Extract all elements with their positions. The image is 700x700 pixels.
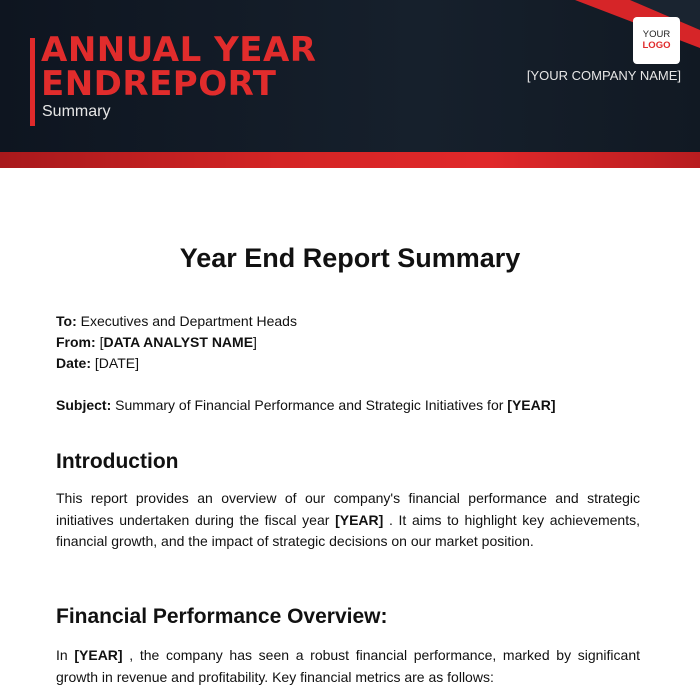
- logo-text-line2: LOGO: [642, 40, 671, 51]
- financial-text-after: , the company has seen a robust financial performance, marked by significant growth in revenue and profitability. Key financial metrics are as follows:: [56, 647, 640, 685]
- logo-text-line1: YOUR: [642, 29, 671, 40]
- introduction-text-after: . It aims to highlight key achievements, financial growth, and the impact of strategic decisions on our market position.: [56, 511, 641, 549]
- report-title: [41, 30, 317, 104]
- memo-to-value: Executives and Department Heads: [80, 313, 297, 329]
- memo-subject-year: [YEAR]: [507, 397, 556, 413]
- financial-text-before: In: [56, 647, 68, 663]
- memo-subject-label: Subject:: [56, 397, 112, 413]
- memo-from-bracket-close: ]: [253, 334, 257, 350]
- introduction-year: [YEAR]: [335, 511, 384, 528]
- introduction-text-before: This report provides an overview of our company's financial performance and strategic initiatives undertaken during the fiscal year: [56, 490, 640, 528]
- memo-from: [56, 332, 297, 353]
- report-title-line1: ANNUAL YEAR: [41, 30, 317, 70]
- memo-to-label: To:: [56, 313, 77, 329]
- company-name: [YOUR COMPANY NAME]: [526, 68, 681, 83]
- memo-date-value: [DATE]: [94, 355, 139, 371]
- document-title: Year End Report Summary: [179, 243, 521, 273]
- memo-subject-value: Summary of Financial Performance and Strategic Initiatives for: [115, 397, 504, 413]
- memo-to: [56, 311, 297, 332]
- memo-header: [56, 311, 297, 374]
- memo-from-value: DATA ANALYST NAME: [103, 334, 254, 350]
- financial-paragraph: [56, 645, 640, 688]
- report-subtitle: Summary: [42, 103, 111, 120]
- financial-year: [YEAR]: [74, 647, 123, 663]
- company-logo: [633, 17, 680, 64]
- memo-date: [56, 353, 297, 374]
- introduction-heading: Introduction: [56, 450, 179, 473]
- header-banner: [0, 0, 700, 152]
- memo-from-label: From:: [56, 334, 96, 350]
- memo-subject: [56, 395, 556, 416]
- header-red-stripe: [0, 152, 700, 168]
- report-title-line2: ENDREPORT: [41, 64, 277, 104]
- title-accent-bar: [30, 38, 35, 126]
- financial-heading: Financial Performance Overview:: [56, 605, 388, 628]
- memo-from-bracket-open: [: [99, 334, 104, 350]
- memo-date-label: Date:: [56, 355, 92, 371]
- introduction-paragraph: [56, 488, 640, 553]
